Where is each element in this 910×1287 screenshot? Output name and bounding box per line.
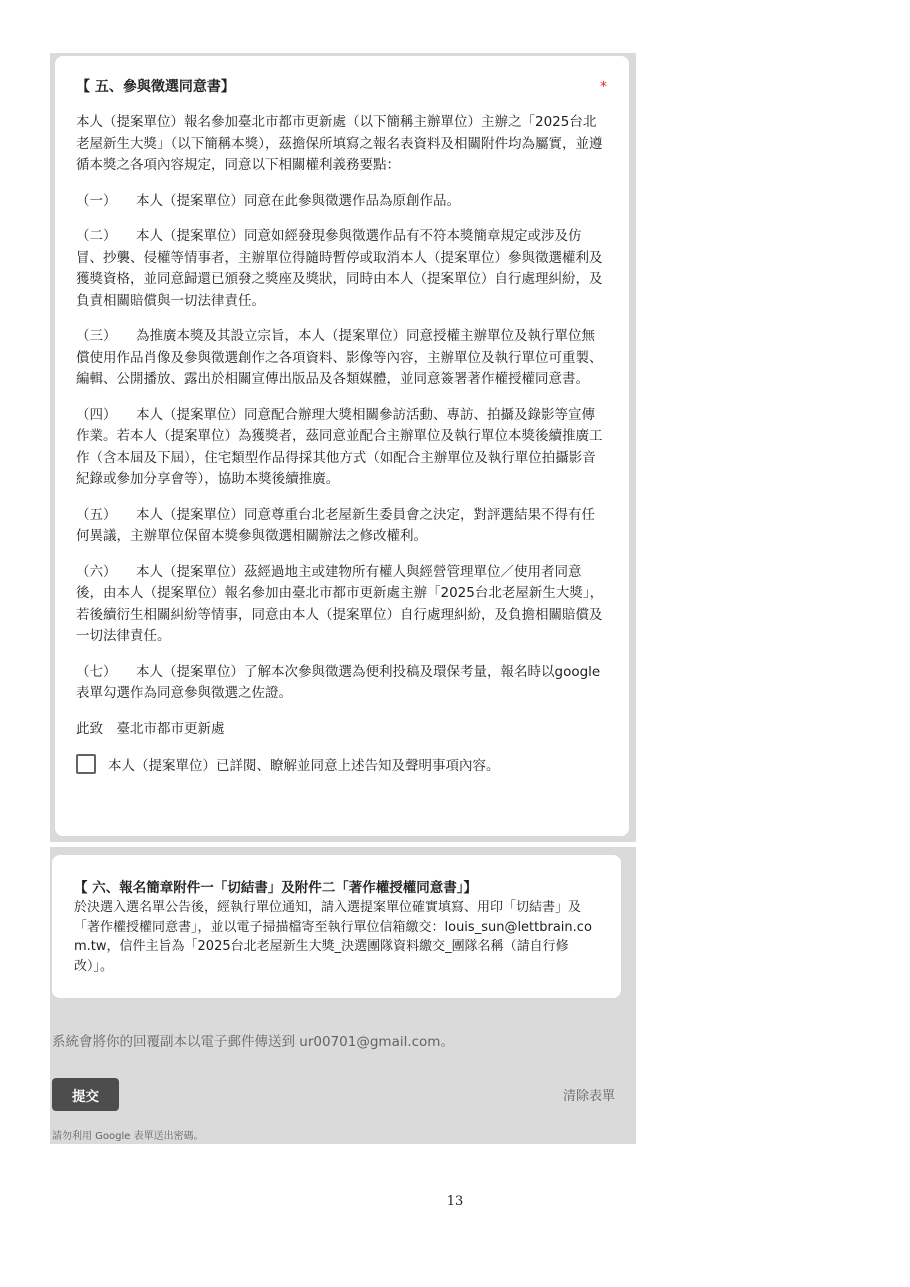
closing-salutation: 此致 臺北市都市更新處 — [76, 720, 225, 737]
consent-clause — [76, 226, 607, 312]
consent-clause — [76, 405, 607, 491]
required-mark: * — [600, 79, 607, 95]
clause-number: （七） — [76, 663, 117, 680]
submit-button[interactable]: 提交 — [52, 1078, 119, 1111]
clause-number: （六） — [76, 563, 117, 580]
clause-number: （二） — [76, 228, 117, 244]
consent-clause — [76, 326, 607, 391]
section-divider — [50, 842, 636, 847]
consent-clause — [76, 505, 607, 548]
clause-text: 本人（提案單位）茲經過地主或建物所有權人與經營管理單位／使用者同意後，由本人（提案單位）報名參加由臺北市都市更新處主辦「2025台北老屋新生大獎」，若後續衍生相關糾紛等情事，同意由本人（提案單位）自行處理糾紛，及負擔相關賠償及一切法律責任。 — [76, 563, 604, 644]
clause-text: 本人（提案單位）同意如經發現參與徵選作品有不符本獎簡章規定或涉及仿冒、抄襲、侵權等情事者，主辦單位得隨時暫停或取消本人（提案單位）參與徵選權利及獲獎資格，並同意歸還已頒發之獎座及獎狀，同時由本人（提案單位）自行處理糾紛，及負責相關賠償與一切法律責任。 — [76, 228, 603, 309]
clause-text: 本人（提案單位）同意尊重台北老屋新生委員會之決定，對評選結果不得有任何異議，主辦單位保留本獎參與徵選相關辦法之修改權利。 — [76, 506, 595, 544]
consent-checkbox-label[interactable]: 本人（提案單位）已詳閱、瞭解並同意上述告知及聲明事項內容。 — [108, 758, 500, 774]
attachment-section-title: 【 六、報名簡章附件一「切結書」及附件二「著作權授權同意書」】 — [74, 880, 477, 896]
consent-checkbox[interactable] — [76, 754, 96, 774]
clear-form-button[interactable]: 清除表單 — [563, 1089, 616, 1104]
consent-clause — [76, 191, 607, 213]
email-copy-note: 系統會將你的回覆副本以電子郵件傳送到 ur00701@gmail.com。 — [52, 1034, 454, 1050]
password-warning: 請勿利用 Google 表單送出密碼。 — [52, 1131, 204, 1142]
clause-text: 本人（提案單位）了解本次參與徵選為便利投稿及環保考量，報名時以google表單勾選作為同意參與徵選之佐證。 — [76, 663, 601, 701]
section-title-text: 【 五、參與徵選同意書】 — [76, 79, 235, 95]
consent-checkbox-row[interactable] — [76, 754, 607, 774]
consent-intro: 本人（提案單位）報名參加臺北市都市更新處（以下簡稱主辦單位）主辦之「2025台北老屋新生大獎」（以下簡稱本獎），茲擔保所填寫之報名表資料及相關附件均為屬實，並遵循本獎之各項內容規定，同意以下相關權利義務要點： — [76, 114, 603, 173]
clause-text: 本人（提案單位）同意配合辦理大獎相關參訪活動、專訪、拍攝及錄影等宣傳作業。若本人（提案單位）為獲獎者，茲同意並配合主辦單位及執行單位本獎後續推廣工作（含本屆及下屆），住宅類型作品得採其他方式（如配合主辦單位及執行單位拍攝影音紀錄或參加分享會等），協助本獎後續推廣。 — [76, 406, 603, 487]
clause-number: （五） — [76, 506, 117, 523]
consent-clause — [76, 562, 607, 648]
clause-number: （四） — [76, 406, 117, 423]
consent-section-card — [55, 56, 629, 836]
page-number: 13 — [446, 1194, 464, 1209]
attachment-section-description: 於決選入選名單公告後，經執行單位通知，請入選提案單位確實填寫、用印「切結書」及「著作權授權同意書」，並以電子掃描檔寄至執行單位信箱繳交：louis_sun@lettbrain.com.tw，信件主旨為「2025台北老屋新生大獎_決選團隊資料繳交_團隊名稱（請自行修改）」。 — [74, 900, 592, 974]
attachment-section-card — [52, 855, 621, 998]
clause-text: 為推廣本獎及其設立宗旨，本人（提案單位）同意授權主辦單位及執行單位無償使用作品肖像及參與徵選創作之各項資料、影像等內容，主辦單位及執行單位可重製、編輯、公開播放、露出於相關宣傳出版品及各類媒體，並同意簽署著作權授權同意書。 — [76, 328, 603, 387]
clause-text: 本人（提案單位）同意在此參與徵選作品為原創作品。 — [136, 192, 460, 209]
clause-number: （一） — [76, 192, 117, 209]
section-title — [76, 78, 607, 96]
clause-number: （三） — [76, 328, 117, 344]
consent-clause — [76, 662, 607, 705]
